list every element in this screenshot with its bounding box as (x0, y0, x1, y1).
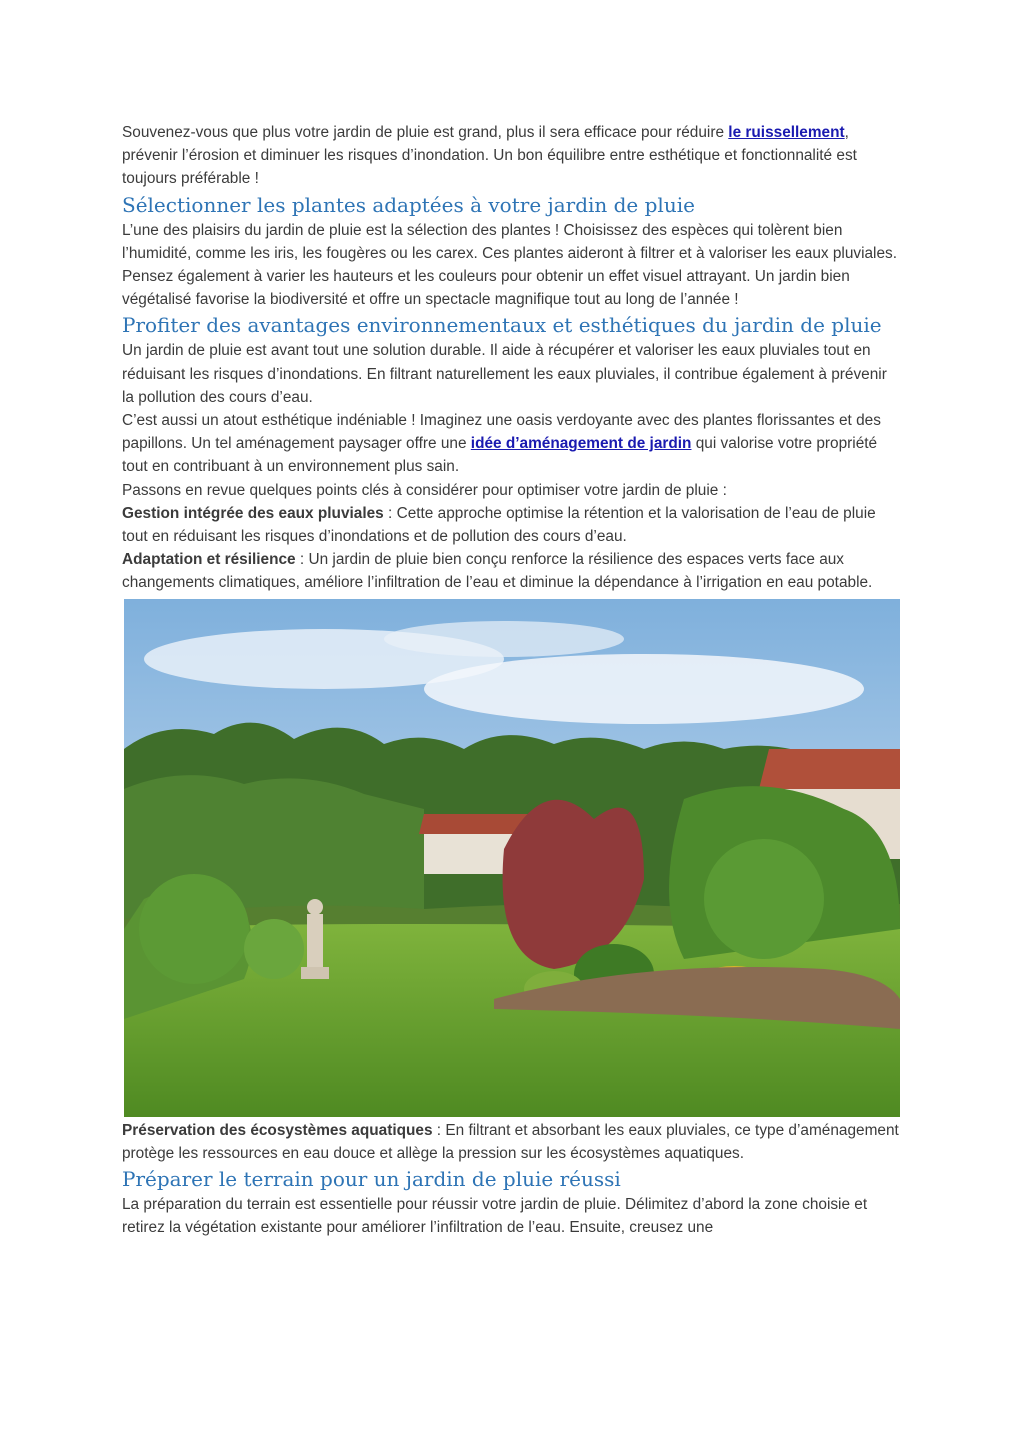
plant-selection-paragraph-2: Pensez également à varier les hauteurs et les couleurs pour obtenir un effet visuel attrayant. Un jardin bien végétalisé favorise la biodiversité et offre un spectacle magnifique tout au long de l’année ! (122, 268, 850, 309)
advantages-paragraph-1: Un jardin de pluie est avant tout une solution durable. Il aide à récupérer et valoriser les eaux pluviales tout en réduisant les risques d’inondations. En filtrant naturellement les eaux pluviales, il contribue également à prévenir la pollution des cours d’eau. (122, 342, 887, 406)
key-point-label: Gestion intégrée des eaux pluviales (122, 504, 384, 522)
amenagement-jardin-link[interactable]: idée d’aménagement de jardin (470, 435, 692, 453)
heading-terrain-preparation: Préparer le terrain pour un jardin de pluie réussi (122, 1167, 621, 1192)
heading-plant-selection: Sélectionner les plantes adaptées à votre jardin de pluie (122, 192, 695, 217)
garden-photo (124, 599, 900, 1117)
key-points-intro: Passons en revue quelques points clés à considérer pour optimiser votre jardin de pluie : (122, 481, 727, 499)
advantages-text-start: C’est aussi un atout esthétique indéniable ! Imaginez une oasis verdoyante avec des plantes florissantes et des papillons. Un tel aménagement paysager offre une (122, 412, 881, 453)
key-point-text: : Cette approche optimise la rétention et la valorisation de l’eau de pluie tout en réduisant les risques d’inondations et de pollution des cours d’eau. (122, 504, 876, 546)
terrain-preparation-paragraph: La préparation du terrain est essentielle pour réussir votre jardin de pluie. Délimitez d’abord la zone choisie et retirez la végétation existante pour améliorer l’infiltration de l’eau. Ensuite, creusez une (122, 1196, 868, 1237)
intro-text-end: , prévenir l’érosion et diminuer les risques d’inondation. Un bon équilibre entre esthétique et fonctionnalité est toujours préférable ! (122, 124, 857, 188)
intro-paragraph (122, 121, 902, 191)
key-point-resilience (122, 548, 902, 594)
intro-text-start: Souvenez-vous que plus votre jardin de pluie est grand, plus il sera efficace pour réduire (122, 124, 729, 141)
key-point-label: Préservation des écosystèmes aquatiques (122, 1121, 433, 1139)
advantages-text-end: qui valorise votre propriété tout en contribuant à un environnement plus sain. (122, 435, 878, 476)
plant-selection-paragraph-1: L’une des plaisirs du jardin de pluie est la sélection des plantes ! Choisissez des espèces qui tolèrent bien l’humidité, comme les iris, les fougères ou les carex. Ces plantes aideront à filtrer et à valoriser les eaux pluviales. (122, 221, 898, 262)
key-point-text: : En filtrant et absorbant les eaux pluviales, ce type d’aménagement protège les ressources en eau douce et allège la pression sur les écosystèmes aquatiques. (122, 1121, 899, 1162)
key-point-ecosystems (122, 1119, 902, 1165)
advantages-paragraph-2 (122, 409, 902, 479)
document-page (122, 121, 902, 1239)
key-point-text: : Un jardin de pluie bien conçu renforce la résilience des espaces verts face aux changements climatiques, améliore l’infiltration de l’eau et diminue la dépendance à l’irrigation en eau potable. (122, 551, 873, 592)
key-point-label: Adaptation et résilience (122, 551, 296, 569)
heading-advantages: Profiter des avantages environnementaux et esthétiques du jardin de pluie (122, 313, 882, 338)
ruissellement-link[interactable]: le ruissellement (728, 124, 845, 141)
key-point-water-management (122, 502, 902, 548)
